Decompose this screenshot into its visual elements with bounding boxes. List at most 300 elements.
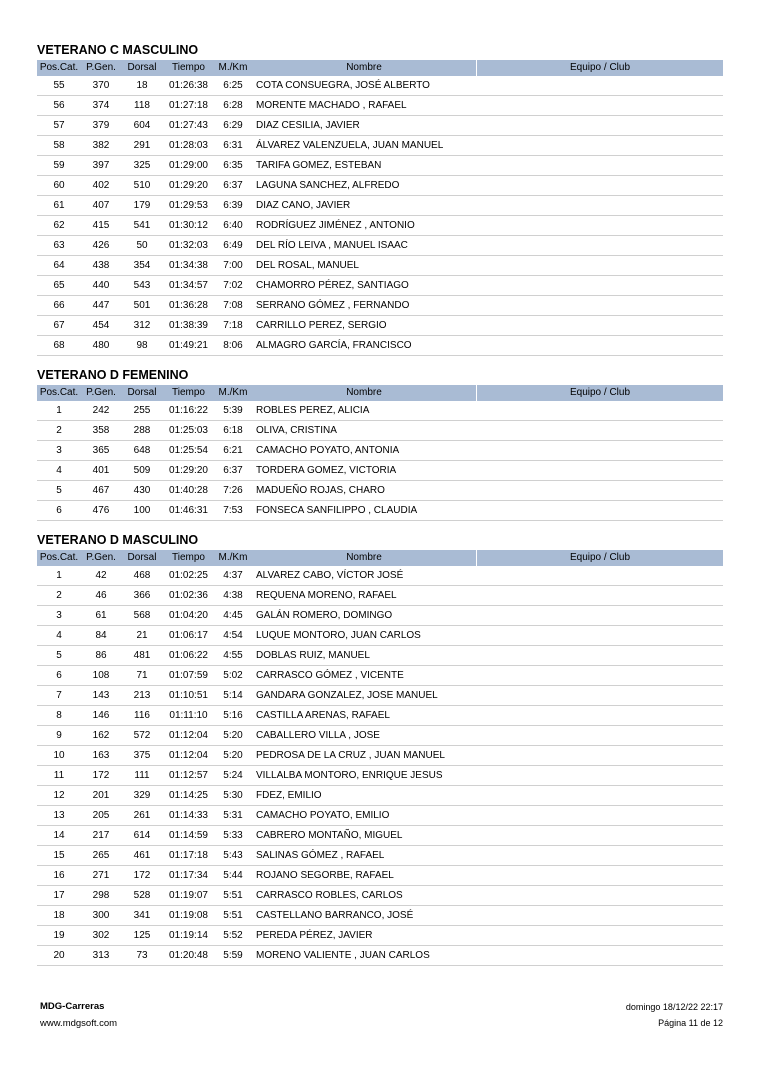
cell-dorsal: 528 [133,890,151,901]
cell-p-gen: 217 [92,830,110,841]
column-header-equipo-club: Equipo / Club [569,62,631,73]
cell-pos-cat: 1 [56,570,62,581]
cell-nombre: ROBLES PEREZ, ALICIA [256,405,370,416]
table-row [37,906,723,926]
cell-dorsal: 481 [133,650,151,661]
cell-dorsal: 614 [133,830,151,841]
cell-nombre: DEL RÍO LEIVA , MANUEL ISAAC [256,240,408,251]
table-row [37,276,723,296]
cell-pos-cat: 60 [53,180,65,191]
column-header-tiempo: Tiempo [172,62,205,73]
cell-tiempo: 01:14:25 [169,790,208,801]
table-row [37,646,723,666]
cell-dorsal: 125 [133,930,151,941]
cell-p-gen: 426 [92,240,110,251]
cell-p-gen: 163 [92,750,110,761]
cell-equipo-club [477,726,723,745]
cell-nombre: RODRÍGUEZ JIMÉNEZ , ANTONIO [256,220,415,231]
table-row [37,706,723,726]
cell-equipo-club [477,156,723,175]
cell-tiempo: 01:29:20 [169,180,208,191]
cell-tiempo: 01:14:33 [169,810,208,821]
cell-tiempo: 01:27:18 [169,100,208,111]
table-row [37,586,723,606]
cell-nombre: CABALLERO VILLA , JOSE [256,730,380,741]
cell-dorsal: 468 [133,570,151,581]
table-row [37,686,723,706]
cell-pos-cat: 3 [56,610,62,621]
cell-nombre: COTA CONSUEGRA, JOSÉ ALBERTO [256,80,430,91]
cell-equipo-club [477,276,723,295]
cell-nombre: CASTELLANO BARRANCO, JOSÉ [256,910,414,921]
cell-pos-cat: 63 [53,240,65,251]
cell-tiempo: 01:28:03 [169,140,208,151]
cell-min-km: 7:26 [223,485,243,496]
cell-dorsal: 100 [133,505,151,516]
cell-pos-cat: 61 [53,200,65,211]
cell-equipo-club [477,256,723,275]
cell-equipo-club [477,76,723,95]
cell-tiempo: 01:10:51 [169,690,208,701]
cell-pos-cat: 16 [53,870,65,881]
cell-pos-cat: 19 [53,930,65,941]
footer-page-number: Página 11 de 12 [658,1018,723,1028]
cell-pos-cat: 11 [53,770,65,781]
cell-p-gen: 84 [95,630,107,641]
table-row [37,501,723,521]
cell-pos-cat: 2 [56,590,62,601]
cell-min-km: 6:40 [223,220,243,231]
table-row [37,746,723,766]
cell-equipo-club [477,866,723,885]
cell-dorsal: 118 [134,100,150,111]
table-row [37,666,723,686]
cell-tiempo: 01:14:59 [169,830,208,841]
table-row [37,846,723,866]
cell-equipo-club [477,176,723,195]
cell-pos-cat: 5 [56,485,62,496]
cell-p-gen: 271 [92,870,110,881]
cell-equipo-club [477,886,723,905]
cell-p-gen: 61 [95,610,107,621]
cell-dorsal: 213 [133,690,151,701]
cell-min-km: 4:38 [223,590,243,601]
cell-nombre: OLIVA, CRISTINA [256,425,337,436]
cell-p-gen: 467 [92,485,110,496]
cell-nombre: ALMAGRO GARCÍA, FRANCISCO [256,340,412,351]
cell-p-gen: 201 [92,790,110,801]
cell-min-km: 6:25 [223,80,243,91]
cell-min-km: 5:52 [223,930,243,941]
cell-pos-cat: 13 [53,810,65,821]
cell-equipo-club [477,586,723,605]
cell-pos-cat: 64 [53,260,65,271]
cell-tiempo: 01:46:31 [169,505,208,516]
section-title: VETERANO C MASCULINO [37,43,199,57]
cell-pos-cat: 18 [53,910,65,921]
column-header-min-km: M./Km [218,62,248,73]
cell-nombre: CAMACHO POYATO, ANTONIA [256,445,400,456]
cell-equipo-club [477,501,723,520]
table-row [37,626,723,646]
cell-min-km: 5:59 [223,950,243,961]
cell-equipo-club [477,746,723,765]
cell-tiempo: 01:19:08 [169,910,208,921]
table-row [37,96,723,116]
cell-nombre: REQUENA MORENO, RAFAEL [256,590,397,601]
cell-p-gen: 374 [92,100,110,111]
cell-dorsal: 288 [133,425,151,436]
cell-nombre: FDEZ, EMILIO [256,790,322,801]
cell-dorsal: 291 [133,140,151,151]
cell-pos-cat: 6 [56,670,62,681]
cell-min-km: 5:02 [223,670,243,681]
cell-pos-cat: 2 [56,425,62,436]
cell-p-gen: 370 [92,80,110,91]
cell-min-km: 5:43 [223,850,243,861]
cell-equipo-club [477,461,723,480]
cell-dorsal: 341 [133,910,151,921]
cell-equipo-club [477,786,723,805]
section-title: VETERANO D MASCULINO [37,533,199,547]
table-row [37,176,723,196]
cell-tiempo: 01:29:53 [169,200,208,211]
cell-nombre: SALINAS GÓMEZ , RAFAEL [256,850,385,861]
cell-tiempo: 01:02:36 [169,590,208,601]
table-row [37,296,723,316]
cell-pos-cat: 17 [53,890,65,901]
cell-nombre: ROJANO SEGORBE, RAFAEL [256,870,394,881]
table-row [37,826,723,846]
cell-nombre: TARIFA GOMEZ, ESTEBAN [256,160,382,171]
cell-dorsal: 116 [134,710,150,721]
cell-min-km: 4:37 [223,570,243,581]
cell-min-km: 6:29 [223,120,243,131]
cell-dorsal: 71 [136,670,148,681]
cell-min-km: 6:28 [223,100,243,111]
table-row [37,196,723,216]
table-row [37,566,723,586]
cell-pos-cat: 58 [53,140,65,151]
cell-tiempo: 01:19:14 [169,930,208,941]
cell-nombre: ALVAREZ CABO, VÍCTOR JOSÉ [256,570,404,581]
cell-min-km: 6:37 [223,465,243,476]
cell-tiempo: 01:17:34 [169,870,208,881]
cell-min-km: 7:02 [223,280,243,291]
cell-p-gen: 415 [92,220,110,231]
cell-min-km: 5:51 [223,910,243,921]
cell-dorsal: 325 [133,160,151,171]
cell-tiempo: 01:06:22 [169,650,208,661]
cell-tiempo: 01:34:38 [169,260,208,271]
cell-pos-cat: 59 [53,160,65,171]
cell-equipo-club [477,296,723,315]
cell-pos-cat: 66 [53,300,65,311]
cell-tiempo: 01:12:04 [169,730,208,741]
cell-nombre: ÁLVAREZ VALENZUELA, JUAN MANUEL [256,140,444,151]
cell-nombre: PEREDA PÉREZ, JAVIER [256,930,373,941]
cell-nombre: CARRASCO GÓMEZ , VICENTE [256,670,404,681]
cell-tiempo: 01:49:21 [169,340,208,351]
cell-dorsal: 111 [134,770,150,781]
cell-p-gen: 407 [92,200,110,211]
cell-tiempo: 01:02:25 [169,570,208,581]
cell-dorsal: 572 [133,730,151,741]
table-row [37,256,723,276]
table-row [37,726,723,746]
table-row [37,461,723,481]
cell-min-km: 5:14 [223,690,243,701]
cell-equipo-club [477,646,723,665]
cell-tiempo: 01:32:03 [169,240,208,251]
cell-dorsal: 18 [136,80,148,91]
cell-equipo-club [477,236,723,255]
cell-tiempo: 01:12:57 [169,770,208,781]
cell-pos-cat: 5 [56,650,62,661]
cell-dorsal: 98 [136,340,148,351]
cell-min-km: 6:39 [223,200,243,211]
cell-pos-cat: 1 [56,405,62,416]
cell-p-gen: 146 [92,710,110,721]
cell-p-gen: 379 [92,120,110,131]
cell-nombre: CHAMORRO PÉREZ, SANTIAGO [256,280,409,291]
column-header-dorsal: Dorsal [127,552,157,563]
cell-pos-cat: 62 [53,220,65,231]
footer-datetime: domingo 18/12/22 22:17 [625,1002,723,1012]
cell-min-km: 5:33 [223,830,243,841]
column-header-dorsal: Dorsal [127,387,157,398]
cell-p-gen: 480 [92,340,110,351]
cell-nombre: CAMACHO POYATO, EMILIO [256,810,390,821]
section-title: VETERANO D FEMENINO [37,368,189,382]
cell-min-km: 6:21 [223,445,243,456]
table-row [37,946,723,966]
table-row [37,136,723,156]
table-row [37,766,723,786]
cell-tiempo: 01:29:20 [169,465,208,476]
cell-nombre: LUQUE MONTORO, JUAN CARLOS [256,630,421,641]
cell-dorsal: 73 [136,950,148,961]
cell-min-km: 6:35 [223,160,243,171]
cell-pos-cat: 7 [56,690,62,701]
cell-tiempo: 01:38:39 [169,320,208,331]
table-row [37,806,723,826]
cell-pos-cat: 14 [53,830,65,841]
cell-min-km: 5:20 [223,730,243,741]
table-row [37,421,723,441]
cell-min-km: 5:30 [223,790,243,801]
cell-p-gen: 313 [92,950,110,961]
cell-p-gen: 162 [92,730,110,741]
table-row [37,606,723,626]
table-row [37,316,723,336]
cell-equipo-club [477,196,723,215]
column-header-tiempo: Tiempo [172,552,205,563]
cell-dorsal: 430 [133,485,151,496]
cell-nombre: FONSECA SANFILIPPO , CLAUDIA [256,505,418,516]
cell-nombre: CASTILLA ARENAS, RAFAEL [256,710,390,721]
table-row [37,886,723,906]
cell-equipo-club [477,116,723,135]
cell-p-gen: 476 [92,505,110,516]
cell-dorsal: 501 [133,300,151,311]
cell-p-gen: 298 [92,890,110,901]
column-header-pos-cat: Pos.Cat. [39,552,79,563]
cell-nombre: SERRANO GÓMEZ , FERNANDO [256,300,410,311]
table-row [37,336,723,356]
cell-equipo-club [477,336,723,355]
cell-equipo-club [477,136,723,155]
cell-tiempo: 01:25:03 [169,425,208,436]
table-row [37,786,723,806]
cell-dorsal: 375 [133,750,151,761]
cell-nombre: VILLALBA MONTORO, ENRIQUE JESUS [256,770,443,781]
cell-dorsal: 461 [133,850,151,861]
cell-min-km: 6:31 [223,140,243,151]
cell-p-gen: 42 [95,570,107,581]
cell-tiempo: 01:26:38 [169,80,208,91]
column-header-tiempo: Tiempo [172,387,205,398]
cell-min-km: 4:54 [223,630,243,641]
cell-tiempo: 01:36:28 [169,300,208,311]
cell-tiempo: 01:07:59 [169,670,208,681]
cell-nombre: TORDERA GOMEZ, VICTORIA [256,465,397,476]
cell-equipo-club [477,606,723,625]
cell-equipo-club [477,216,723,235]
cell-p-gen: 242 [92,405,110,416]
table-row [37,156,723,176]
cell-nombre: DOBLAS RUIZ, MANUEL [256,650,370,661]
cell-pos-cat: 6 [56,505,62,516]
cell-tiempo: 01:40:28 [169,485,208,496]
cell-min-km: 5:31 [223,810,243,821]
cell-min-km: 5:16 [223,710,243,721]
cell-min-km: 5:24 [223,770,243,781]
cell-p-gen: 86 [95,650,107,661]
table-row [37,216,723,236]
cell-p-gen: 382 [92,140,110,151]
cell-equipo-club [477,906,723,925]
cell-equipo-club [477,566,723,585]
cell-min-km: 7:18 [223,320,243,331]
cell-equipo-club [477,706,723,725]
cell-p-gen: 302 [92,930,110,941]
cell-equipo-club [477,666,723,685]
cell-min-km: 7:00 [223,260,243,271]
cell-pos-cat: 4 [56,630,62,641]
column-header-equipo-club: Equipo / Club [569,552,631,563]
cell-equipo-club [477,926,723,945]
cell-pos-cat: 55 [53,80,65,91]
cell-p-gen: 454 [92,320,110,331]
cell-p-gen: 46 [95,590,107,601]
column-header-nombre: Nombre [252,60,477,76]
footer-website[interactable]: www.mdgsoft.com [40,1018,118,1029]
cell-p-gen: 447 [92,300,110,311]
cell-min-km: 5:39 [223,405,243,416]
table-header [37,550,723,566]
cell-dorsal: 568 [133,610,151,621]
cell-dorsal: 179 [133,200,151,211]
cell-dorsal: 541 [133,220,151,231]
cell-tiempo: 01:29:00 [169,160,208,171]
cell-equipo-club [477,806,723,825]
table-row [37,481,723,501]
cell-tiempo: 01:12:04 [169,750,208,761]
cell-tiempo: 01:06:17 [169,630,208,641]
cell-min-km: 6:49 [223,240,243,251]
cell-nombre: LAGUNA SANCHEZ, ALFREDO [256,180,400,191]
table-row [37,116,723,136]
cell-p-gen: 402 [92,180,110,191]
cell-tiempo: 01:04:20 [169,610,208,621]
cell-tiempo: 01:17:18 [169,850,208,861]
column-header-nombre: Nombre [252,550,477,566]
cell-tiempo: 01:16:22 [169,405,208,416]
table-row [37,866,723,886]
cell-nombre: DIAZ CANO, JAVIER [256,200,351,211]
cell-equipo-club [477,826,723,845]
cell-min-km: 5:20 [223,750,243,761]
table-header [37,385,723,401]
cell-pos-cat: 10 [53,750,65,761]
cell-pos-cat: 12 [53,790,65,801]
cell-dorsal: 366 [133,590,151,601]
cell-pos-cat: 65 [53,280,65,291]
cell-p-gen: 397 [92,160,110,171]
cell-equipo-club [477,441,723,460]
column-header-p-gen: P.Gen. [86,387,116,398]
cell-p-gen: 440 [92,280,110,291]
section-veterano-c-masculino [37,40,723,356]
cell-p-gen: 205 [92,810,110,821]
cell-nombre: MADUEÑO ROJAS, CHARO [256,485,385,496]
cell-min-km: 5:51 [223,890,243,901]
column-header-dorsal: Dorsal [127,62,157,73]
cell-dorsal: 329 [133,790,151,801]
footer-brand: MDG-Carreras [40,1001,105,1012]
cell-dorsal: 255 [133,405,151,416]
column-header-min-km: M./Km [218,387,248,398]
cell-nombre: GANDARA GONZALEZ, JOSE MANUEL [256,690,438,701]
cell-nombre: CARRILLO PEREZ, SERGIO [256,320,387,331]
cell-dorsal: 21 [136,630,148,641]
cell-dorsal: 261 [133,810,151,821]
column-header-p-gen: P.Gen. [86,62,116,73]
cell-dorsal: 50 [136,240,148,251]
cell-pos-cat: 3 [56,445,62,456]
cell-dorsal: 543 [133,280,151,291]
cell-tiempo: 01:30:12 [169,220,208,231]
cell-nombre: CABRERO MONTAÑO, MIGUEL [256,830,403,841]
cell-equipo-club [477,96,723,115]
cell-equipo-club [477,401,723,420]
column-header-nombre: Nombre [252,385,477,401]
cell-nombre: GALÁN ROMERO, DOMINGO [256,610,393,621]
cell-equipo-club [477,766,723,785]
cell-p-gen: 265 [92,850,110,861]
cell-p-gen: 108 [92,670,110,681]
cell-p-gen: 300 [92,910,110,921]
cell-dorsal: 510 [133,180,151,191]
column-header-pos-cat: Pos.Cat. [39,387,79,398]
cell-dorsal: 312 [133,320,151,331]
cell-tiempo: 01:34:57 [169,280,208,291]
cell-equipo-club [477,686,723,705]
cell-tiempo: 01:25:54 [169,445,208,456]
cell-dorsal: 172 [133,870,151,881]
table-row [37,76,723,96]
